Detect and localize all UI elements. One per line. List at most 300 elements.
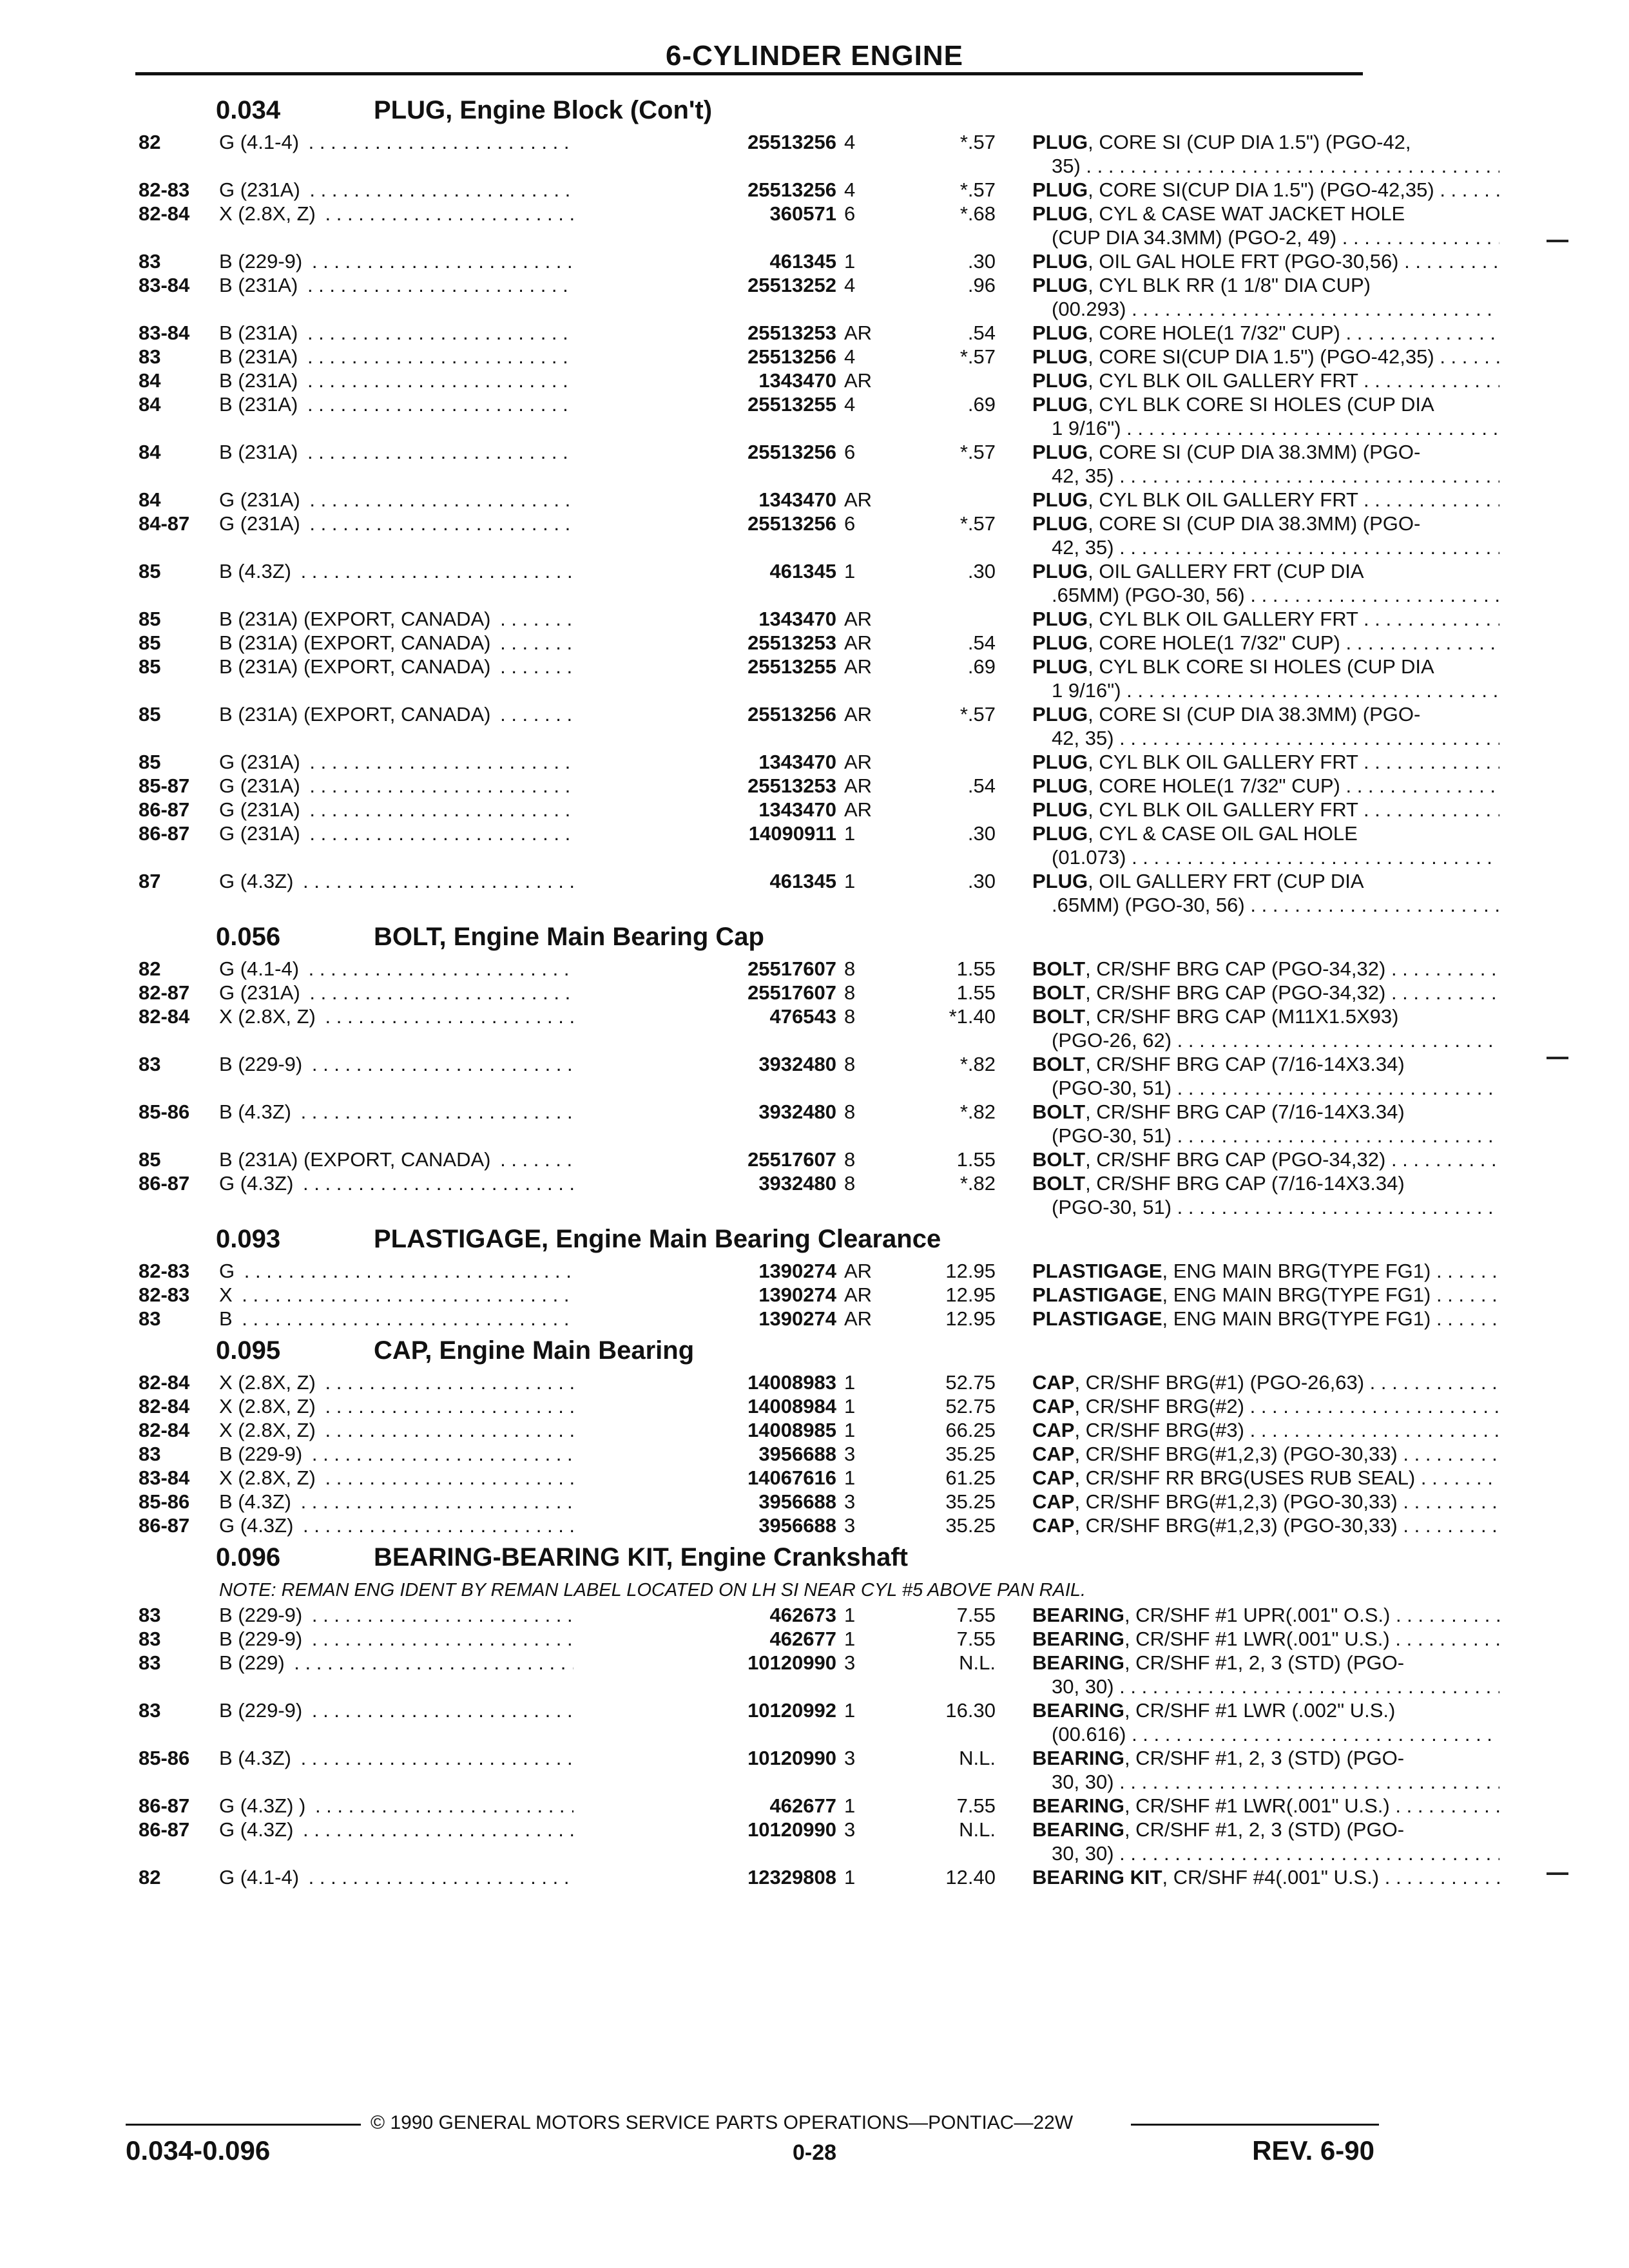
description-line: [1032, 750, 1499, 774]
description-line: (00.616) . . .: [1032, 1722, 1499, 1746]
description-line: (00.293) . . .: [1032, 297, 1499, 321]
part-number: 3956688: [574, 1514, 836, 1537]
section-number: 0.093: [216, 1225, 281, 1253]
description-line: [1032, 981, 1499, 1004]
description-line: [1032, 178, 1499, 202]
part-description: [1032, 957, 1499, 981]
description-line: (PGO-26, 62) . . .: [1032, 1028, 1499, 1052]
quantity: AR: [844, 1260, 872, 1282]
quantity: 1: [844, 1419, 856, 1441]
description-keyword: BEARING: [1032, 1794, 1124, 1817]
part-description: [1032, 774, 1499, 798]
part-number: 1343470: [574, 798, 836, 822]
model-year: 85-87: [139, 774, 190, 797]
model-code-text: B (231A) (EXPORT, CANADA): [219, 703, 494, 726]
section-number: 0.095: [216, 1336, 281, 1365]
model-code-text: G (231A): [219, 798, 304, 821]
description-rest: , CORE SI (CUP DIA 38.3MM) (PGO-: [1088, 441, 1421, 463]
model-year: 86-87: [139, 822, 190, 845]
description-rest: , CORE SI (CUP DIA 38.3MM) (PGO-: [1088, 512, 1421, 535]
description-rest: , CR/SHF #1 LWR(.001" U.S.): [1124, 1628, 1390, 1650]
model-year: 83: [139, 1307, 161, 1330]
description-rest: , CYL BLK CORE SI HOLES (CUP DIA: [1088, 393, 1434, 416]
model-code-text: G (231A): [219, 488, 304, 511]
model-code-text: G (4.3Z) ): [219, 1794, 309, 1817]
part-description: [1032, 512, 1499, 559]
description-line: [1032, 1171, 1499, 1195]
part-number: 476543: [574, 1004, 836, 1028]
part-number: 14008985: [574, 1418, 836, 1442]
part-row: [135, 1651, 1405, 1698]
description-line: [1032, 957, 1499, 981]
description-line: [1032, 1370, 1499, 1394]
section-number: 0.056: [216, 923, 281, 951]
part-number: 12329808: [574, 1865, 836, 1889]
part-number: 3956688: [574, 1490, 836, 1514]
description-line: [1032, 202, 1499, 226]
description-keyword: BOLT: [1032, 957, 1086, 980]
description-keyword: BEARING: [1032, 1818, 1124, 1841]
part-number: 10120990: [574, 1651, 836, 1675]
model-year: 83: [139, 250, 161, 273]
price: *.82: [959, 1172, 996, 1195]
description-line: .65MM) (PGO-30, 56) . . .: [1032, 893, 1499, 917]
part-description: [1032, 1794, 1499, 1818]
description-keyword: PLUG: [1032, 202, 1088, 225]
price: *.82: [959, 1053, 996, 1075]
description-line: [1032, 702, 1499, 726]
model-year: 85: [139, 703, 161, 726]
part-description: [1032, 1698, 1499, 1746]
price: *.57: [959, 131, 996, 153]
part-description: [1032, 1651, 1499, 1698]
description-keyword: PLUG: [1032, 131, 1088, 153]
model-year: 83: [139, 1651, 161, 1674]
model-year: 83-84: [139, 274, 190, 296]
model-code-text: X (2.8X, Z): [219, 1005, 320, 1028]
description-line: [1032, 869, 1499, 893]
price: N.L.: [959, 1651, 996, 1674]
quantity: 1: [844, 870, 856, 892]
part-row: [135, 1698, 1396, 1746]
description-rest: , CYL & CASE WAT JACKET HOLE: [1088, 202, 1405, 225]
quantity: AR: [844, 488, 872, 511]
price: .69: [967, 655, 996, 678]
price: *.57: [959, 345, 996, 368]
part-description: [1032, 702, 1499, 750]
part-number: 3932480: [574, 1052, 836, 1076]
part-number: 25513256: [574, 345, 836, 369]
model-year: 82: [139, 957, 161, 980]
part-row: [135, 559, 1363, 607]
description-line: [1032, 1283, 1499, 1307]
part-number: 462673: [574, 1603, 836, 1627]
description-rest: , ENG MAIN BRG(TYPE FG1): [1162, 1307, 1431, 1330]
part-row: [135, 1148, 1386, 1171]
description-keyword: PLASTIGAGE: [1032, 1307, 1162, 1330]
part-description: [1032, 130, 1499, 178]
description-line: 30, 30) . . .: [1032, 1675, 1499, 1698]
model-year: 84-87: [139, 512, 190, 535]
model-code-text: B (231A): [219, 274, 302, 296]
margin-mark: [1547, 1057, 1568, 1059]
part-description: [1032, 1442, 1499, 1466]
part-description: [1032, 1466, 1499, 1490]
part-row: [135, 1442, 1398, 1466]
part-row: [135, 1865, 1380, 1889]
part-number: 1390274: [574, 1307, 836, 1331]
part-number: 3956688: [574, 1442, 836, 1466]
description-keyword: PLUG: [1032, 608, 1088, 630]
price: 52.75: [945, 1395, 996, 1418]
part-row: [135, 750, 1363, 774]
description-line: [1032, 249, 1499, 273]
model-code-text: G (4.1-4): [219, 131, 303, 153]
model-code-text: B (4.3Z): [219, 1490, 295, 1513]
section-title: PLASTIGAGE, Engine Main Bearing Clearance: [374, 1225, 941, 1253]
description-keyword: PLASTIGAGE: [1032, 1260, 1162, 1282]
description-keyword: CAP: [1032, 1443, 1075, 1465]
part-row: [135, 1259, 1431, 1283]
price: 12.40: [945, 1866, 996, 1888]
model-year: 85: [139, 751, 161, 773]
model-year: 85: [139, 655, 161, 678]
quantity: 3: [844, 1514, 856, 1537]
model-code-text: B (231A) (EXPORT, CANADA): [219, 608, 494, 630]
description-keyword: PLUG: [1032, 345, 1088, 368]
model-year: 85: [139, 1148, 161, 1171]
section-heading: [135, 90, 1363, 130]
section-title: CAP, Engine Main Bearing: [374, 1336, 695, 1365]
price: 12.95: [945, 1283, 996, 1306]
model-year: 83: [139, 1699, 161, 1722]
part-description: [1032, 1370, 1499, 1394]
price: .30: [967, 822, 996, 845]
part-description: [1032, 1865, 1499, 1889]
description-rest: , CORE SI (CUP DIA 38.3MM) (PGO-: [1088, 703, 1421, 726]
quantity: 4: [844, 345, 856, 368]
part-description: [1032, 750, 1499, 774]
description-rest: , CR/SHF #1 LWR (.002" U.S.): [1124, 1699, 1396, 1722]
description-line: [1032, 345, 1499, 369]
model-code-text: X (2.8X, Z): [219, 1419, 320, 1441]
quantity: 3: [844, 1490, 856, 1513]
part-description: [1032, 1603, 1499, 1627]
description-keyword: CAP: [1032, 1466, 1075, 1489]
model-code-text: B (4.3Z): [219, 560, 295, 582]
description-keyword: BEARING: [1032, 1604, 1124, 1626]
description-rest: , CYL BLK RR (1 1/8" DIA CUP): [1088, 274, 1371, 296]
part-row: [135, 321, 1363, 345]
model-code-text: B (231A): [219, 345, 302, 368]
part-description: [1032, 1818, 1499, 1865]
description-keyword: BEARING: [1032, 1628, 1124, 1650]
description-keyword: PLUG: [1032, 703, 1088, 726]
price: 12.95: [945, 1260, 996, 1282]
description-keyword: PLUG: [1032, 560, 1088, 582]
description-rest: , CR/SHF BRG CAP (PGO-34,32): [1085, 981, 1386, 1004]
price: .30: [967, 870, 996, 892]
model-year: 82-84: [139, 1371, 190, 1394]
description-keyword: PLUG: [1032, 822, 1088, 845]
model-code-text: B (231A) (EXPORT, CANADA): [219, 655, 494, 678]
price: *.57: [959, 441, 996, 463]
part-number: 25513253: [574, 321, 836, 345]
description-line: 42, 35) . . .: [1032, 464, 1499, 488]
description-line: 30, 30) . . .: [1032, 1770, 1499, 1794]
quantity: AR: [844, 1283, 872, 1306]
margin-mark: [1547, 1872, 1568, 1875]
model-year: 82-87: [139, 981, 190, 1004]
price: *.82: [959, 1100, 996, 1123]
model-code-text: X (2.8X, Z): [219, 202, 320, 225]
part-row: [135, 202, 1405, 249]
description-keyword: PLUG: [1032, 488, 1088, 511]
description-keyword: BOLT: [1032, 981, 1086, 1004]
description-rest: , CYL BLK OIL GALLERY FRT: [1088, 488, 1358, 511]
price: .30: [967, 250, 996, 273]
quantity: AR: [844, 369, 872, 392]
description-line: [1032, 1698, 1499, 1722]
part-number: 25513256: [574, 178, 836, 202]
description-keyword: PLUG: [1032, 631, 1088, 654]
section-heading: [135, 1331, 1363, 1370]
part-row: [135, 1394, 1363, 1418]
part-row: [135, 1004, 1399, 1052]
page-number: 0-28: [792, 2140, 837, 2165]
description-rest: , CYL BLK OIL GALLERY FRT: [1088, 608, 1358, 630]
part-number: 10120990: [574, 1746, 836, 1770]
description-rest: , CYL BLK OIL GALLERY FRT: [1088, 751, 1358, 773]
description-line: (PGO-30, 51) . . .: [1032, 1195, 1499, 1219]
section-number: 0.034: [216, 96, 281, 124]
part-number: 25513256: [574, 702, 836, 726]
quantity: AR: [844, 703, 872, 726]
part-row: [135, 607, 1363, 631]
header-rule: [135, 72, 1363, 75]
description-rest: , CR/SHF #1, 2, 3 (STD) (PGO-: [1124, 1651, 1405, 1674]
part-description: [1032, 981, 1499, 1004]
part-description: [1032, 273, 1499, 321]
part-number: 14008984: [574, 1394, 836, 1418]
description-rest: , CR/SHF BRG(#3): [1074, 1419, 1244, 1441]
description-line: [1032, 1259, 1499, 1283]
description-keyword: PLUG: [1032, 393, 1088, 416]
description-line: (PGO-30, 51) . . .: [1032, 1124, 1499, 1148]
model-year: 83: [139, 1628, 161, 1650]
model-code-text: G (231A): [219, 751, 304, 773]
description-line: [1032, 1818, 1499, 1841]
description-line: [1032, 1746, 1499, 1770]
model-year: 82-84: [139, 1395, 190, 1418]
model-code-text: B (231A): [219, 369, 302, 392]
description-rest: , CR/SHF BRG CAP (7/16-14X3.34): [1085, 1053, 1405, 1075]
description-rest: , CR/SHF BRG(#1,2,3) (PGO-30,33): [1074, 1443, 1398, 1465]
part-description: [1032, 321, 1499, 345]
description-line: [1032, 631, 1499, 655]
price: .54: [967, 322, 996, 344]
quantity: AR: [844, 631, 872, 654]
description-line: [1032, 1052, 1499, 1076]
section-range: 0.034-0.096: [126, 2135, 271, 2166]
description-keyword: CAP: [1032, 1514, 1075, 1537]
model-year: 82-84: [139, 1419, 190, 1441]
part-number: 462677: [574, 1794, 836, 1818]
section-number: 0.096: [216, 1543, 281, 1571]
part-row: [135, 345, 1434, 369]
quantity: 1: [844, 1604, 856, 1626]
quantity: AR: [844, 798, 872, 821]
quantity: 8: [844, 981, 856, 1004]
description-line: [1032, 1865, 1499, 1889]
price: *.57: [959, 178, 996, 201]
part-description: [1032, 1259, 1499, 1283]
price: 7.55: [956, 1604, 996, 1626]
quantity: 4: [844, 393, 856, 416]
part-row: [135, 273, 1371, 321]
description-line: [1032, 1100, 1499, 1124]
quantity: 1: [844, 1628, 856, 1650]
quantity: AR: [844, 1307, 872, 1330]
description-keyword: BOLT: [1032, 1053, 1086, 1075]
part-number: 461345: [574, 249, 836, 273]
description-rest: , OIL GALLERY FRT (CUP DIA: [1088, 870, 1364, 892]
price: N.L.: [959, 1818, 996, 1841]
part-description: [1032, 798, 1499, 822]
part-number: 25517607: [574, 957, 836, 981]
description-line: [1032, 321, 1499, 345]
footer-rule: [126, 2124, 361, 2126]
description-keyword: PLUG: [1032, 441, 1088, 463]
model-code-text: B: [219, 1307, 236, 1330]
part-description: [1032, 488, 1499, 512]
price: .96: [967, 274, 996, 296]
description-keyword: BEARING KIT: [1032, 1866, 1162, 1888]
part-row: [135, 957, 1386, 981]
model-year: 82-83: [139, 1260, 190, 1282]
part-number: 25513252: [574, 273, 836, 297]
model-code-text: B (229-9): [219, 1628, 306, 1650]
description-rest: , CR/SHF RR BRG(USES RUB SEAL): [1074, 1466, 1416, 1489]
part-row: [135, 1603, 1391, 1627]
quantity: 3: [844, 1443, 856, 1465]
model-year: 82-83: [139, 1283, 190, 1306]
quantity: 1: [844, 1371, 856, 1394]
model-year: 83: [139, 345, 161, 368]
part-number: 462677: [574, 1627, 836, 1651]
part-description: [1032, 1004, 1499, 1052]
model-code-text: G (231A): [219, 822, 304, 845]
part-row: [135, 1307, 1431, 1331]
part-number: 14090911: [574, 822, 836, 845]
part-number: 25513256: [574, 130, 836, 154]
model-code-text: B (231A): [219, 322, 302, 344]
part-description: [1032, 1100, 1499, 1148]
description-line: [1032, 1442, 1499, 1466]
quantity: AR: [844, 608, 872, 630]
price: 35.25: [945, 1490, 996, 1513]
description-keyword: BOLT: [1032, 1005, 1086, 1028]
part-row: [135, 1794, 1390, 1818]
description-line: [1032, 1514, 1499, 1537]
part-row: [135, 1466, 1416, 1490]
description-line: [1032, 1307, 1499, 1331]
model-year: 82-83: [139, 178, 190, 201]
description-line: [1032, 1603, 1499, 1627]
section-title: PLUG, Engine Block (Con't): [374, 96, 713, 124]
description-rest: , CYL BLK CORE SI HOLES (CUP DIA: [1088, 655, 1434, 678]
description-line: [1032, 1627, 1499, 1651]
part-description: [1032, 631, 1499, 655]
description-keyword: PLUG: [1032, 655, 1088, 678]
part-description: [1032, 1052, 1499, 1100]
part-row: [135, 1818, 1405, 1865]
quantity: 8: [844, 1148, 856, 1171]
part-number: 461345: [574, 869, 836, 893]
description-rest: , CYL BLK OIL GALLERY FRT: [1088, 369, 1358, 392]
quantity: 8: [844, 1172, 856, 1195]
description-line: [1032, 1394, 1499, 1418]
quantity: 8: [844, 1005, 856, 1028]
model-year: 84: [139, 488, 161, 511]
quantity: 1: [844, 1395, 856, 1418]
description-rest: , CORE HOLE(1 7/32" CUP): [1088, 774, 1340, 797]
part-row: [135, 1418, 1363, 1442]
parts-listing: [135, 90, 1434, 1889]
quantity: 3: [844, 1818, 856, 1841]
model-code-text: B (229): [219, 1651, 289, 1674]
price: *.68: [959, 202, 996, 225]
price: .54: [967, 631, 996, 654]
description-keyword: CAP: [1032, 1419, 1075, 1441]
model-year: 83: [139, 1053, 161, 1075]
quantity: 8: [844, 1053, 856, 1075]
description-rest: , CORE HOLE(1 7/32" CUP): [1088, 631, 1340, 654]
model-code-text: G (231A): [219, 178, 304, 201]
description-rest: , CR/SHF BRG(#1,2,3) (PGO-30,33): [1074, 1514, 1398, 1537]
model-code-text: X: [219, 1283, 236, 1306]
price: 7.55: [956, 1628, 996, 1650]
part-row: [135, 512, 1421, 559]
model-year: 82-84: [139, 1005, 190, 1028]
price: 35.25: [945, 1443, 996, 1465]
quantity: 1: [844, 1866, 856, 1888]
description-keyword: PLASTIGAGE: [1032, 1283, 1162, 1306]
model-year: 87: [139, 870, 161, 892]
price: 52.75: [945, 1371, 996, 1394]
part-number: 10120992: [574, 1698, 836, 1722]
description-rest: , CR/SHF #4(.001" U.S.): [1162, 1866, 1380, 1888]
description-line: [1032, 798, 1499, 822]
quantity: 6: [844, 202, 856, 225]
part-description: [1032, 1514, 1499, 1537]
description-keyword: BOLT: [1032, 1100, 1086, 1123]
part-number: 25517607: [574, 1148, 836, 1171]
section-0-093: [135, 1219, 1431, 1331]
description-keyword: PLUG: [1032, 751, 1088, 773]
model-code-text: B (231A) (EXPORT, CANADA): [219, 631, 494, 654]
part-description: [1032, 1394, 1499, 1418]
description-rest: , OIL GALLERY FRT (CUP DIA: [1088, 560, 1364, 582]
description-rest: , CR/SHF BRG CAP (7/16-14X3.34): [1085, 1172, 1405, 1195]
description-keyword: CAP: [1032, 1395, 1075, 1418]
description-line: 30, 30) . . .: [1032, 1841, 1499, 1865]
section-note: NOTE: REMAN ENG IDENT BY REMAN LABEL LOCATED ON LH SI NEAR CYL #5 ABOVE PAN RAIL.: [219, 1580, 1086, 1600]
section-title: BEARING-BEARING KIT, Engine Crankshaft: [374, 1543, 908, 1571]
description-rest: , CORE SI (CUP DIA 1.5") (PGO-42,: [1088, 131, 1411, 153]
quantity: AR: [844, 322, 872, 344]
part-row: [135, 1627, 1390, 1651]
